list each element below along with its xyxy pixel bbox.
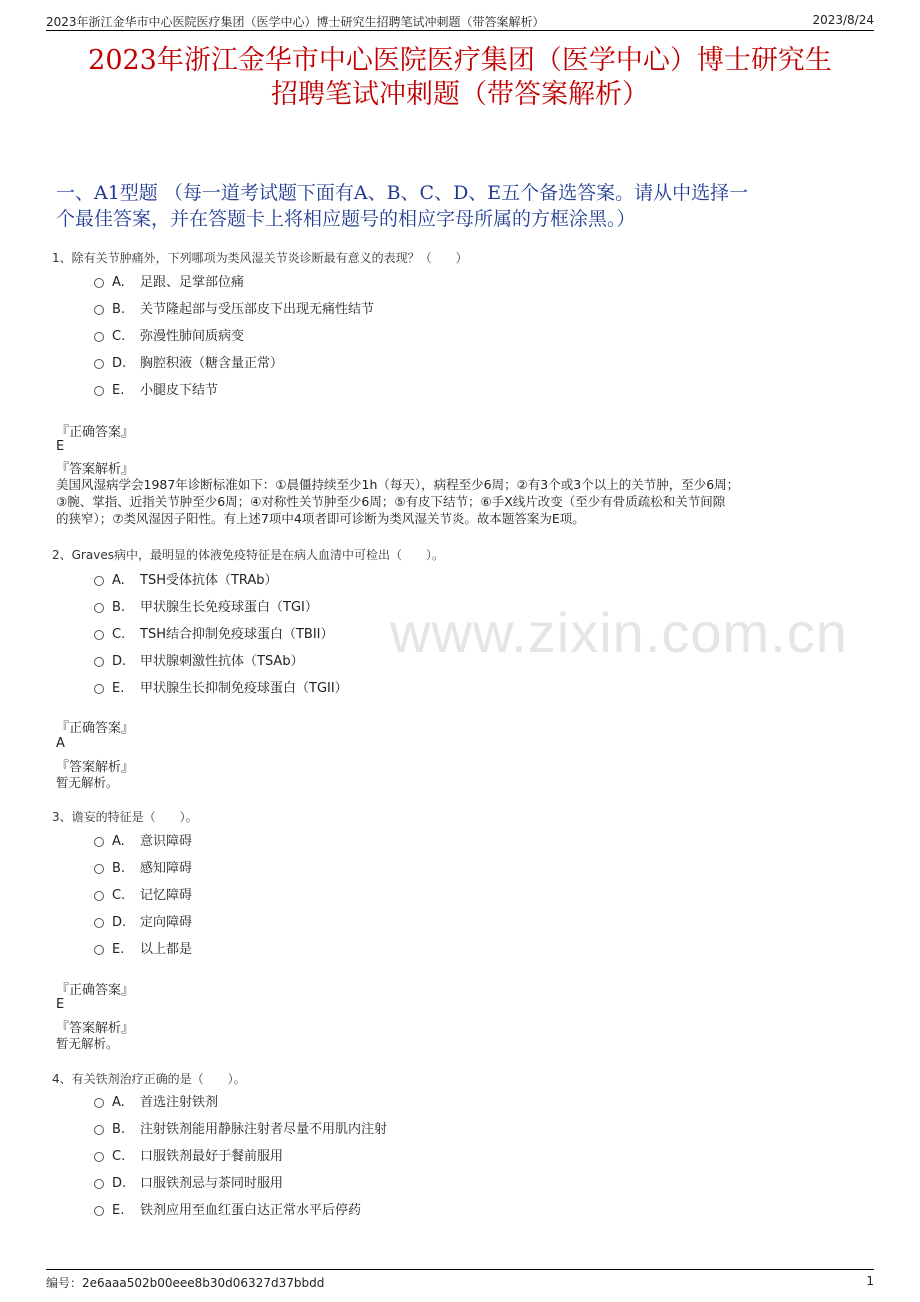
option-4d[interactable]: D. 口服铁剂忌与茶同时服用 <box>94 1172 283 1191</box>
radio-icon[interactable] <box>94 359 104 369</box>
radio-icon[interactable] <box>94 1179 104 1189</box>
page-footer <box>46 1269 874 1290</box>
radio-icon[interactable] <box>94 278 104 288</box>
radio-icon[interactable] <box>94 576 104 586</box>
question-1: 1、除有关节肿痛外，下列哪项为类风湿关节炎诊断最有意义的表现？（ ） <box>52 251 468 265</box>
option-1a[interactable]: A. 足跟、足掌部位痛 <box>94 271 244 290</box>
page-number: 1 <box>866 1274 874 1288</box>
header-title: 2023年浙江金华市中心医院医疗集团（医学中心）博士研究生招聘笔试冲刺题（带答案解析） <box>46 15 545 29</box>
question-3: 3、谵妄的特征是（ ）。 <box>52 810 198 824</box>
radio-icon[interactable] <box>94 891 104 901</box>
title-line-1: 2023年浙江金华市中心医院医疗集团（医学中心）博士研究生 <box>88 45 832 76</box>
explanation-label: 『答案解析』 <box>56 462 135 477</box>
explanation-label: 『答案解析』 <box>56 760 135 775</box>
section-line-1: 一、A1型题 （每一道考试题下面有A、B、C、D、E五个备选答案。请从中选择一 <box>56 182 749 204</box>
header-date: 2023/8/24 <box>812 13 874 27</box>
option-1e[interactable]: E. 小腿皮下结节 <box>94 379 218 398</box>
radio-icon[interactable] <box>94 386 104 396</box>
radio-icon[interactable] <box>94 1206 104 1216</box>
watermark: www.zixin.com.cn <box>390 601 848 664</box>
option-3b[interactable]: B. 感知障碍 <box>94 857 192 876</box>
option-2b[interactable]: B. 甲状腺生长免疫球蛋白（TGI） <box>94 596 318 615</box>
option-4c[interactable]: C. 口服铁剂最好于餐前服用 <box>94 1145 283 1164</box>
section-line-2: 个最佳答案，并在答题卡上将相应题号的相应字母所属的方框涂黑。） <box>56 208 636 230</box>
option-4b[interactable]: B. 注射铁剂能用静脉注射者尽量不用肌内注射 <box>94 1118 387 1137</box>
option-4a[interactable]: A. 首选注射铁剂 <box>94 1091 218 1110</box>
explanation-label: 『答案解析』 <box>56 1021 135 1036</box>
radio-icon[interactable] <box>94 1098 104 1108</box>
explanation-text: 美国风湿病学会1987年诊断标准如下：①晨僵持续至少1h（每天），病程至少6周；②有3个或3个以上的关节肿，至少6周； ③腕、掌指、近指关节肿至少6周；④对称性关节肿至少6周；⑤有皮下结节；⑥手X线片改变（至少有骨质疏松和关节间隙 的狭窄）；⑦类风湿因子阳性。有上述7项中4项者即可诊断为类风湿关节炎。故本题答案为E项。 <box>56 477 740 526</box>
option-3d[interactable]: D. 定向障碍 <box>94 911 192 930</box>
document-title <box>0 44 920 112</box>
option-2e[interactable]: E. 甲状腺生长抑制免疫球蛋白（TGII） <box>94 677 348 696</box>
radio-icon[interactable] <box>94 864 104 874</box>
answer-label: 『正确答案』 <box>56 425 135 440</box>
option-4e[interactable]: E. 铁剂应用至血红蛋白达正常水平后停药 <box>94 1199 361 1218</box>
explanation-text: 暂无解析。 <box>56 1036 119 1051</box>
radio-icon[interactable] <box>94 837 104 847</box>
option-3e[interactable]: E. 以上都是 <box>94 938 192 957</box>
title-line-2: 招聘笔试冲刺题（带答案解析） <box>271 79 649 110</box>
answer-value: A <box>56 736 65 751</box>
option-2c[interactable]: C. TSH结合抑制免疫球蛋白（TBII） <box>94 623 334 642</box>
radio-icon[interactable] <box>94 1152 104 1162</box>
option-1b[interactable]: B. 关节隆起部与受压部皮下出现无痛性结节 <box>94 298 374 317</box>
option-1d[interactable]: D. 胸腔积液（糖含量正常） <box>94 352 283 371</box>
answer-value: E <box>56 997 65 1012</box>
radio-icon[interactable] <box>94 630 104 640</box>
option-3c[interactable]: C. 记忆障碍 <box>94 884 192 903</box>
radio-icon[interactable] <box>94 918 104 928</box>
answer-value: E <box>56 439 65 454</box>
question-2: 2、Graves病中，最明显的体液免疫特征是在病人血清中可检出（ ）。 <box>52 548 444 562</box>
radio-icon[interactable] <box>94 945 104 955</box>
option-1c[interactable]: C. 弥漫性肺间质病变 <box>94 325 244 344</box>
radio-icon[interactable] <box>94 305 104 315</box>
option-2a[interactable]: A. TSH受体抗体（TRAb） <box>94 569 278 588</box>
document-id: 编号：2e6aaa502b00eee8b30d06327d37bbdd <box>46 1276 325 1290</box>
explanation-text: 暂无解析。 <box>56 775 119 790</box>
radio-icon[interactable] <box>94 1125 104 1135</box>
answer-label: 『正确答案』 <box>56 721 135 736</box>
radio-icon[interactable] <box>94 657 104 667</box>
page-header <box>46 10 874 31</box>
option-2d[interactable]: D. 甲状腺刺激性抗体（TSAb） <box>94 650 304 669</box>
question-4: 4、有关铁剂治疗正确的是（ ）。 <box>52 1072 246 1086</box>
radio-icon[interactable] <box>94 684 104 694</box>
section-heading <box>56 180 866 232</box>
option-3a[interactable]: A. 意识障碍 <box>94 830 192 849</box>
radio-icon[interactable] <box>94 332 104 342</box>
answer-label: 『正确答案』 <box>56 983 135 998</box>
radio-icon[interactable] <box>94 603 104 613</box>
